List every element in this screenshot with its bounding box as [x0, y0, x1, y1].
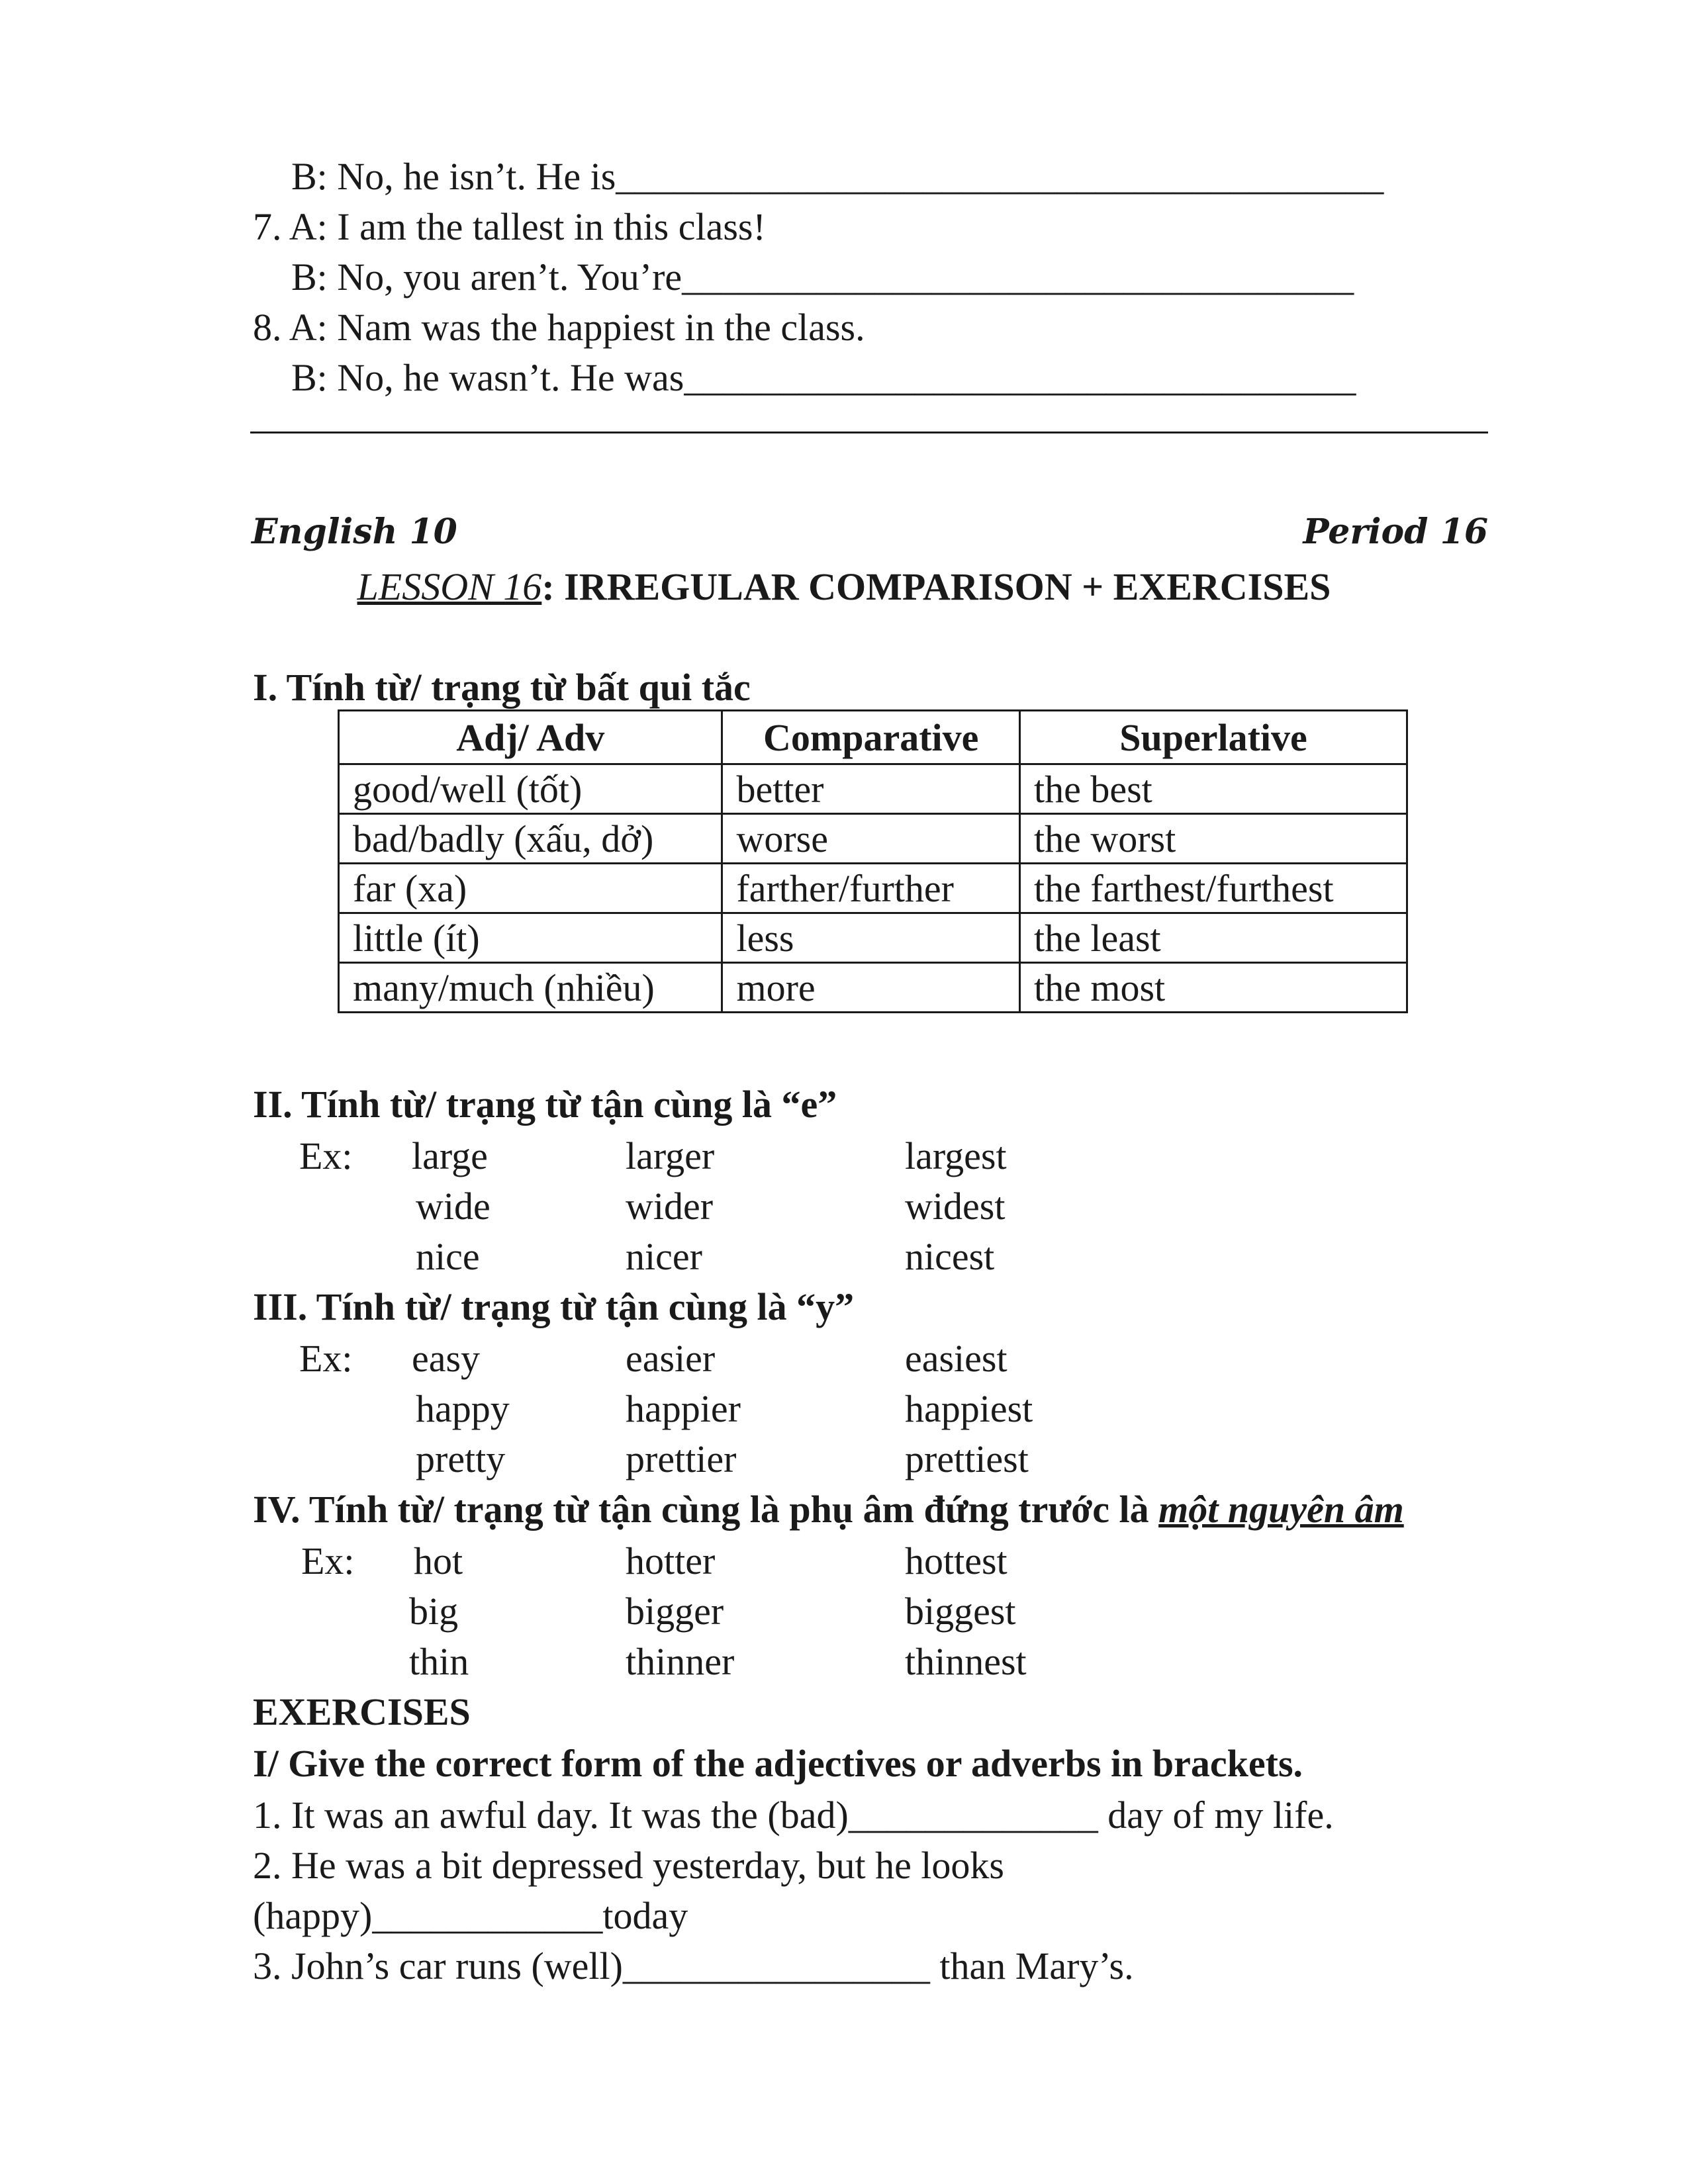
example-word: hotter — [626, 1539, 716, 1582]
table-cell: more — [722, 963, 1020, 1013]
example-word: easy — [412, 1337, 481, 1380]
example-word: prettiest — [905, 1437, 1029, 1480]
column-header: Adj/ Adv — [339, 711, 722, 764]
table-cell: worse — [722, 814, 1020, 864]
lesson-subject: : IRREGULAR COMPARISON + EXERCISES — [541, 565, 1331, 608]
exercise-question-2-continued: (happy)____________today — [253, 1894, 688, 1937]
dialogue-8-b: B: No, he wasn’t. He was___________________________________ — [291, 356, 1356, 399]
example-word: happiest — [905, 1387, 1033, 1430]
example-word: pretty — [416, 1437, 506, 1480]
exercises-title: EXERCISES — [253, 1690, 471, 1733]
example-word: large — [412, 1134, 488, 1177]
table-cell: bad/badly (xấu, dở) — [339, 814, 722, 864]
table-cell: less — [722, 913, 1020, 963]
course-label: English 10 — [252, 512, 457, 552]
table-row — [339, 814, 1407, 864]
example-word: happy — [416, 1387, 510, 1430]
example-word: biggest — [905, 1590, 1016, 1633]
table-cell: far (xa) — [339, 864, 722, 913]
example-word: hottest — [905, 1539, 1008, 1582]
table-cell: the farthest/furthest — [1020, 864, 1407, 913]
example-word: thin — [409, 1640, 469, 1683]
table-row — [339, 764, 1407, 814]
section-2-heading: II. Tính từ/ trạng từ tận cùng là “e” — [253, 1083, 837, 1126]
example-word: happier — [626, 1387, 741, 1430]
table-cell: many/much (nhiều) — [339, 963, 722, 1013]
example-word: prettier — [626, 1437, 737, 1480]
example-word: thinnest — [905, 1640, 1027, 1683]
example-word: wider — [626, 1185, 714, 1228]
table-cell: the most — [1020, 963, 1407, 1013]
dialogue-7-b: B: No, you aren’t. You’re___________________________________ — [291, 255, 1354, 298]
lesson-number: LESSON 16 — [357, 565, 542, 608]
table-row — [339, 864, 1407, 913]
irregular-comparison-table — [338, 709, 1408, 1013]
lesson-title — [0, 565, 1688, 608]
example-word: nicest — [905, 1235, 995, 1278]
exercise-question-1: 1. It was an awful day. It was the (bad)_____________ day of my life. — [253, 1794, 1334, 1837]
dialogue-8-a: 8. A: Nam was the happiest in the class. — [253, 306, 865, 349]
example-word: widest — [905, 1185, 1006, 1228]
table-row — [339, 963, 1407, 1013]
table-cell: the least — [1020, 913, 1407, 963]
example-word: bigger — [626, 1590, 724, 1633]
example-word: hot — [414, 1539, 463, 1582]
dialogue-7-a: 7. A: I am the tallest in this class! — [253, 205, 766, 248]
example-word: thinner — [626, 1640, 735, 1683]
table-header-row — [339, 711, 1407, 764]
table-cell: little (ít) — [339, 913, 722, 963]
example-word: larger — [626, 1134, 715, 1177]
example-label: Ex: — [299, 1337, 353, 1380]
section-3-heading: III. Tính từ/ trạng từ tận cùng là “y” — [253, 1285, 855, 1328]
period-label: Period 16 — [1303, 512, 1488, 552]
table-row — [339, 913, 1407, 963]
section-4-heading — [253, 1490, 1404, 1529]
table-cell: farther/further — [722, 864, 1020, 913]
table-cell: good/well (tốt) — [339, 764, 722, 814]
section-4-heading-text: IV. Tính từ/ trạng từ tận cùng là phụ âm đứng trước là — [253, 1488, 1159, 1531]
section-1-heading: I. Tính từ/ trạng từ bất qui tắc — [253, 666, 751, 709]
dialogue-6-b: B: No, he isn’t. He is________________________________________ — [291, 155, 1384, 198]
example-word: wide — [416, 1185, 491, 1228]
section-4-heading-emphasis: một nguyên âm — [1158, 1488, 1404, 1531]
column-header: Superlative — [1020, 711, 1407, 764]
example-word: nicer — [626, 1235, 702, 1278]
section-divider — [250, 432, 1488, 433]
example-word: nice — [416, 1235, 480, 1278]
example-label: Ex: — [299, 1134, 353, 1177]
example-word: largest — [905, 1134, 1007, 1177]
exercise-question-3: 3. John’s car runs (well)________________ than Mary’s. — [253, 1944, 1134, 1987]
column-header: Comparative — [722, 711, 1020, 764]
example-word: easier — [626, 1337, 716, 1380]
exercise-question-2: 2. He was a bit depressed yesterday, but he looks — [253, 1844, 1004, 1887]
example-word: big — [409, 1590, 459, 1633]
table-cell: the best — [1020, 764, 1407, 814]
table-cell: better — [722, 764, 1020, 814]
example-word: easiest — [905, 1337, 1008, 1380]
exercise-instruction: I/ Give the correct form of the adjectives or adverbs in brackets. — [253, 1742, 1303, 1785]
example-label: Ex: — [301, 1539, 355, 1582]
table-cell: the worst — [1020, 814, 1407, 864]
